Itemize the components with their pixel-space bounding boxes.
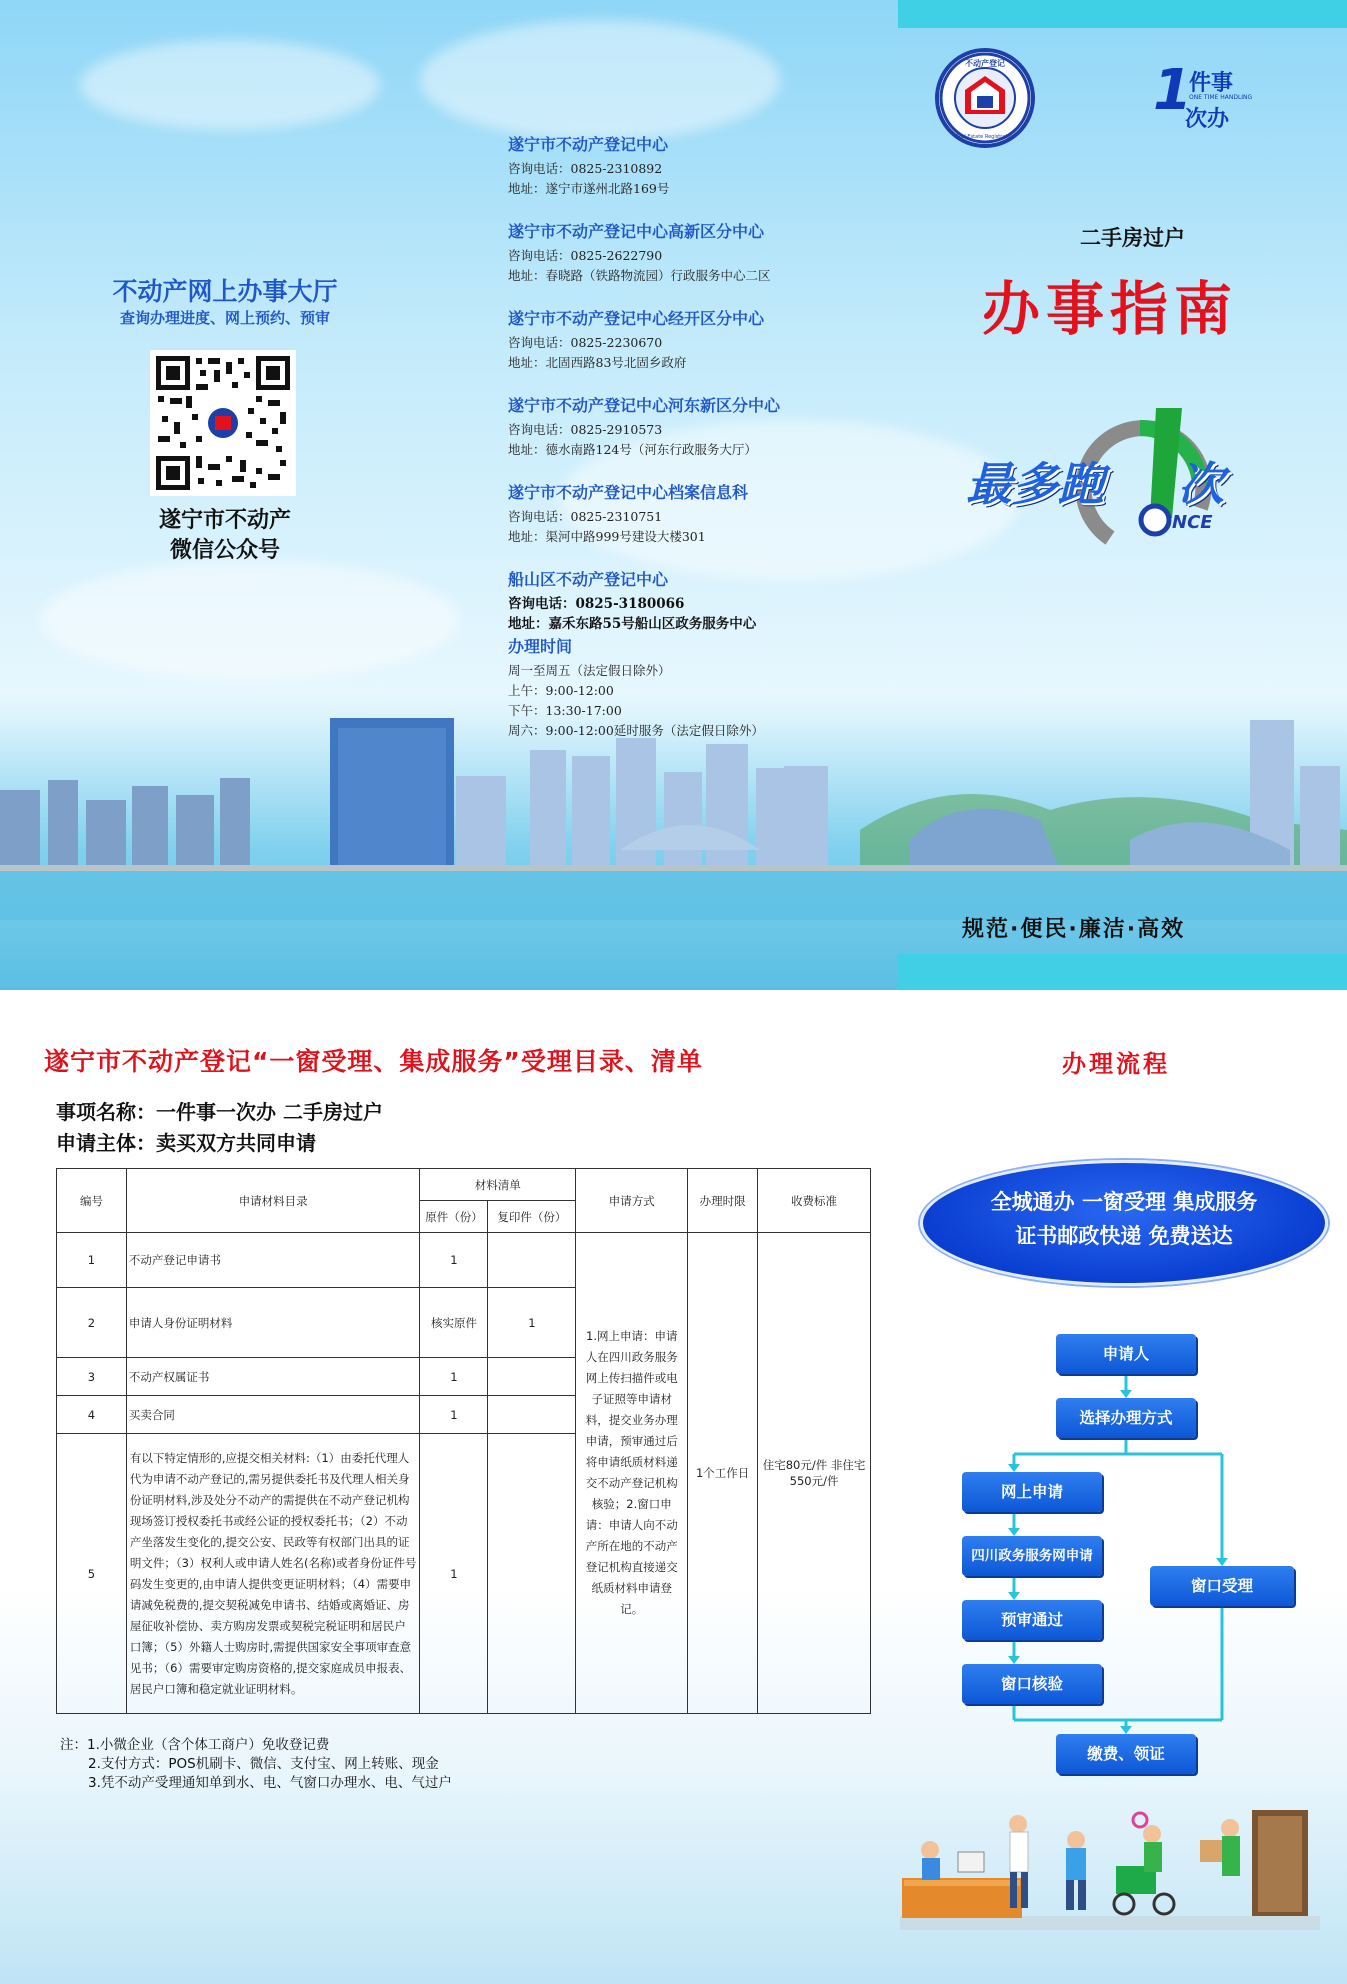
emblem-arc-text: 不动产登记 — [965, 59, 1005, 68]
header-no: 编号 — [57, 1169, 127, 1233]
office-address: 地址：北固西路83号北固乡政府 — [508, 355, 687, 370]
once-text: 最多跑 — [966, 457, 1104, 511]
oval-line-2: 证书邮政快递 免费送达 — [1015, 1224, 1233, 1248]
note-item: 1.小微企业（含个体工商户）免收登记费 — [87, 1737, 330, 1753]
note-item: 2.支付方式：POS机刷卡、微信、支付宝、网上转账、现金 — [88, 1756, 439, 1772]
wechat-line-2: 微信公众号 — [169, 538, 280, 563]
cell-copy — [488, 1396, 576, 1434]
flow-step-online: 网上申请 — [962, 1472, 1102, 1512]
office-item — [508, 306, 928, 373]
cell-material: 有以下特定情形的,应提交相关材料:（1）由委托代理人代为申请不动产登记的,需另提供委托书及代理人相关身份证明材料,涉及处分不动产的需提供在不动产登记机构现场签订授权委托书或经公证的授权委托书；（2）不动产坐落发生变化的,提交公安、民政等有权部门出具的证明文件；（3）权利人或申请人姓名(名称)或者身份证件号码发生变更的,由申请人提供变更证明材料；（4）需要申请减免税费的,提交契税减免申请书、结婚或离婚证、房屋征收补偿协、卖方购房发票或契税完税证明和居民户口簿；（5）外籍人士购房时,需提供国家安全事项审查意见书；（6）需要审定购房资格的,提交家庭成员申报表、居民户口簿和稳定就业证明材料。 — [126, 1434, 420, 1714]
office-name: 遂宁市不动产登记中心河东新区分中心 — [508, 396, 781, 415]
catalog-title: 遂宁市不动产登记“一窗受理、集成服务”受理目录、清单 — [44, 1047, 703, 1076]
method-text: 1.网上申请：申请人在四川政务服务网上传扫描件或电子证照等申请材料，提交业务办理申请，预审通过后将申请纸质材料递交不动产登记机构核验；2.窗口申请：申请人向不动产所在地的不动产登记机构直接递交纸质材料申请登记。 — [585, 1329, 678, 1616]
header-copy: 复印件（份） — [488, 1201, 576, 1233]
one-thing-bottom: 次办 — [1185, 107, 1230, 132]
cell-time: 1个工作日 — [688, 1233, 758, 1714]
materials-table — [56, 1168, 871, 1714]
table-row — [57, 1233, 871, 1288]
cell-fee — [758, 1233, 871, 1714]
cell-original: 1 — [420, 1396, 488, 1434]
oval-line-1: 全城通办 一窗受理 集成服务 — [990, 1190, 1258, 1214]
hours-line: 下午：13:30-17:00 — [508, 703, 622, 718]
cell-copy: 1 — [488, 1288, 576, 1358]
office-address: 地址：德水南路124号（河东行政服务大厅） — [508, 442, 757, 457]
office-name: 船山区不动产登记中心 — [508, 570, 669, 589]
office-address: 地址：嘉禾东路55号船山区政务服务中心 — [508, 616, 757, 632]
cell-no: 5 — [57, 1434, 127, 1714]
once-suffix: 次 — [1178, 457, 1224, 511]
cover-accent-bar — [898, 0, 1347, 28]
office-item — [508, 567, 928, 634]
office-name: 遂宁市不动产登记中心高新区分中心 — [508, 222, 765, 241]
cell-original: 1 — [420, 1233, 488, 1288]
emblem-icon — [939, 52, 1031, 144]
office-item — [508, 393, 928, 460]
flow-step-pay: 缴费、领证 — [1056, 1734, 1196, 1774]
office-name: 遂宁市不动产登记中心档案信息科 — [508, 483, 749, 502]
cell-original: 核实原件 — [420, 1288, 488, 1358]
header-list: 材料清单 — [420, 1169, 576, 1201]
city-skyline-illustration — [0, 680, 1347, 920]
cell-no: 1 — [57, 1233, 127, 1288]
office-phone: 咨询电话：0825-2622790 — [508, 248, 663, 263]
office-address: 地址：遂宁市遂州北路169号 — [508, 181, 670, 196]
emblem-ring-text: Real Estate Registration — [955, 134, 1015, 140]
office-item — [508, 480, 928, 547]
office-item — [508, 132, 928, 199]
qr-code[interactable] — [150, 350, 296, 496]
office-phone: 咨询电话：0825-2310892 — [508, 161, 663, 176]
once-small-text: NCE — [1172, 512, 1213, 533]
header-fee: 收费标准 — [758, 1169, 871, 1233]
online-hall-title: 不动产网上办事大厅 — [112, 277, 338, 306]
one-thing-num: 1 — [1153, 58, 1192, 123]
office-address: 地址：渠河中路999号建设大楼301 — [508, 529, 706, 544]
hours-line: 上午：9:00-12:00 — [508, 683, 614, 698]
cell-copy — [488, 1233, 576, 1288]
office-address: 地址：春晓路（铁路物流园）行政服务中心二区 — [508, 268, 771, 283]
cover-subtitle: 二手房过户 — [1080, 226, 1185, 250]
office-phone: 咨询电话：0825-2910573 — [508, 422, 663, 437]
cover-slogan: 规范·便民·廉洁·高效 — [962, 917, 1186, 942]
brochure-cover — [0, 0, 1347, 990]
office-name: 遂宁市不动产登记中心经开区分中心 — [508, 309, 765, 328]
notes-label: 注： — [60, 1737, 87, 1753]
notes — [60, 1736, 452, 1793]
cell-copy — [488, 1434, 576, 1714]
office-item — [508, 219, 928, 286]
note-line — [60, 1736, 452, 1755]
cell-material: 不动产权属证书 — [126, 1358, 420, 1396]
header-materials: 申请材料目录 — [126, 1169, 420, 1233]
note-item: 3.凭不动产受理通知单到水、电、气窗口办理水、电、气过户 — [88, 1775, 452, 1791]
cell-no: 4 — [57, 1396, 127, 1434]
qr-code-icon — [156, 356, 290, 490]
flow-step-pass: 预审通过 — [962, 1600, 1102, 1640]
cell-original: 1 — [420, 1358, 488, 1396]
hours-line: 周六：9:00-12:00延时服务（法定假日除外） — [508, 723, 764, 738]
item-name: 事项名称：一件事一次办 二手房过户 — [56, 1100, 383, 1124]
real-estate-emblem — [935, 48, 1035, 148]
office-phone: 咨询电话：0825-2310751 — [508, 509, 663, 524]
flow-step-sichuan: 四川政务服务网申请 — [962, 1536, 1102, 1576]
office-name: 遂宁市不动产登记中心 — [508, 135, 669, 154]
online-hall-subtitle: 查询办理进度、网上预约、预审 — [119, 309, 330, 327]
cover-title: 办事指南 — [982, 275, 1239, 343]
cell-copy — [488, 1358, 576, 1396]
cell-material: 不动产登记申请书 — [126, 1233, 420, 1288]
one-thing-top: 件事 — [1189, 71, 1234, 96]
office-list — [508, 132, 928, 654]
office-phone: 咨询电话：0825-2230670 — [508, 335, 663, 350]
flow-step-verify: 窗口核验 — [962, 1664, 1102, 1704]
header-original: 原件（份） — [420, 1201, 488, 1233]
header-method: 申请方式 — [576, 1169, 688, 1233]
one-thing-logo — [1145, 58, 1275, 132]
applicant-subject: 申请主体：卖买双方共同申请 — [56, 1131, 316, 1155]
service-people-illustration — [900, 1800, 1320, 1930]
hours-line: 周一至周五（法定假日除外） — [508, 663, 671, 678]
wechat-line-1: 遂宁市不动产 — [158, 508, 291, 533]
cell-method — [576, 1233, 688, 1714]
process-title: 办理流程 — [1062, 1050, 1170, 1078]
office-phone: 咨询电话：0825-3180066 — [508, 596, 685, 612]
wechat-account-label — [60, 506, 390, 566]
flow-step-applicant: 申请人 — [1056, 1334, 1196, 1374]
cell-material: 申请人身份证明材料 — [126, 1288, 420, 1358]
cell-no: 3 — [57, 1358, 127, 1396]
cell-no: 2 — [57, 1288, 127, 1358]
fee-text: 住宅80元/件 非住宅550元/件 — [762, 1458, 866, 1488]
hours-title: 办理时间 — [508, 637, 573, 656]
cover-accent-bar-bottom — [898, 954, 1347, 990]
flow-step-choose: 选择办理方式 — [1056, 1398, 1196, 1438]
at-most-once-logo — [960, 388, 1280, 568]
cell-material: 买卖合同 — [126, 1396, 420, 1434]
one-thing-tag: ONE TIME HANDLING — [1189, 94, 1253, 101]
header-time: 办理时限 — [688, 1169, 758, 1233]
cell-original: 1 — [420, 1434, 488, 1714]
flow-step-window: 窗口受理 — [1150, 1566, 1294, 1606]
